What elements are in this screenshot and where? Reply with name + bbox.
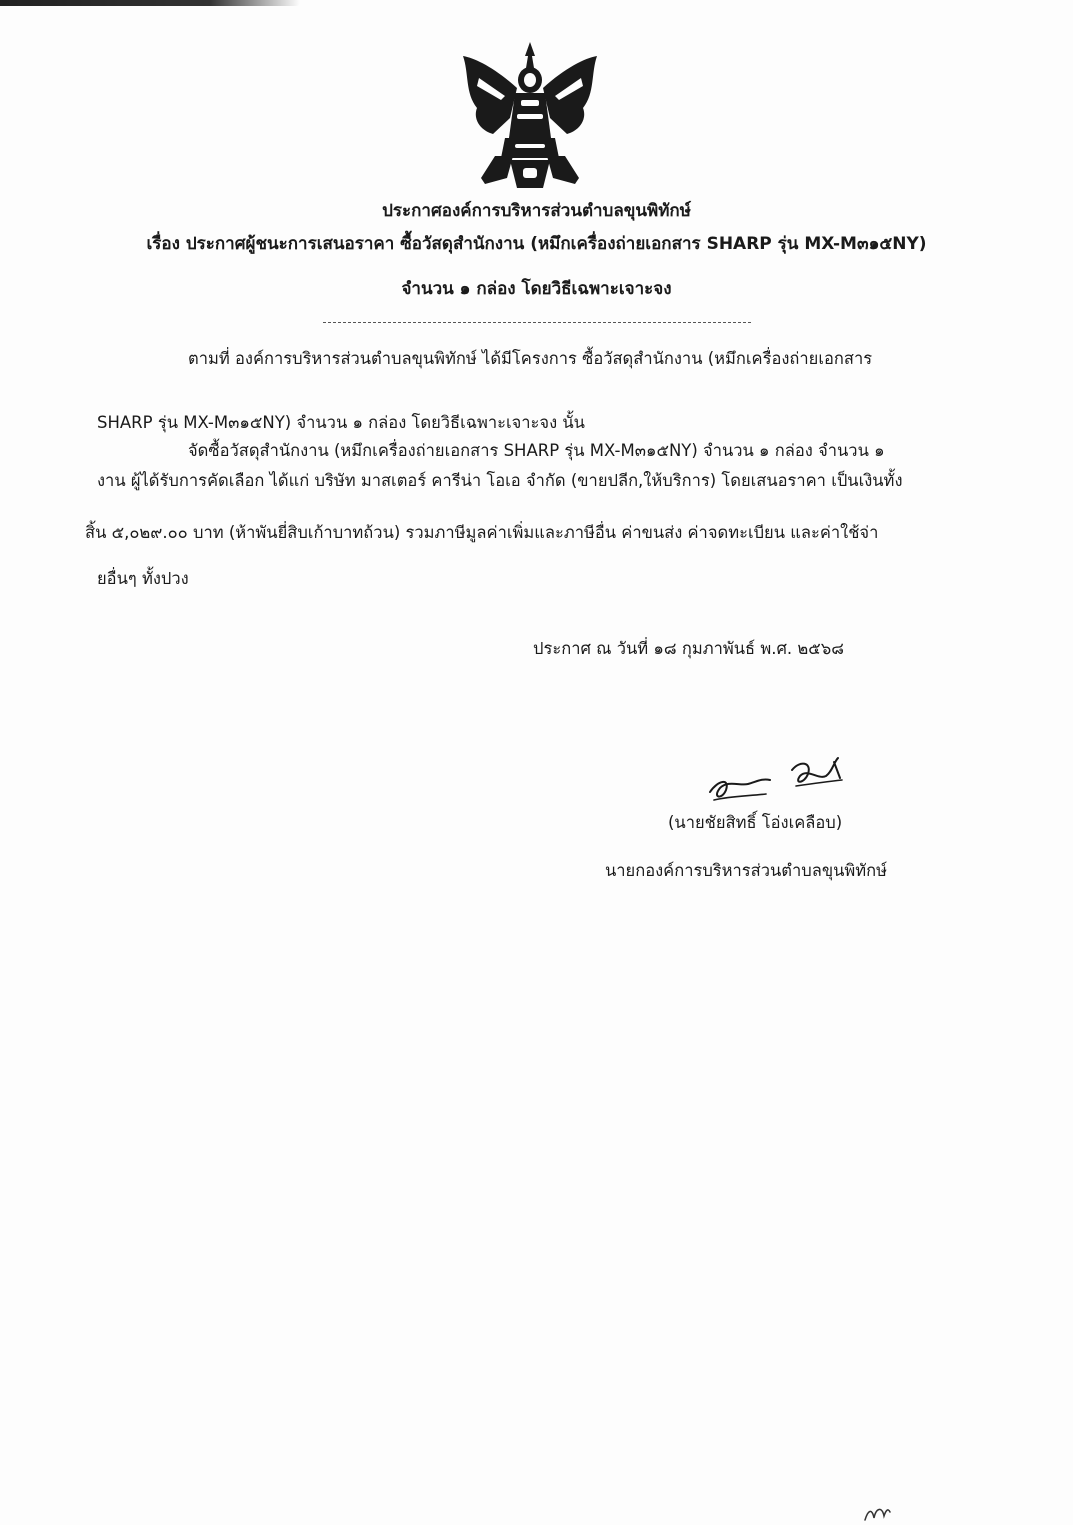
heading-quantity: จำนวน ๑ กล่อง โดยวิธีเฉพาะเจาะจง (401, 279, 672, 299)
announce-date: ประกาศ ณ วันที่ ๑๘ กุมภาพันธ์ พ.ศ. ๒๕๖๘ (533, 639, 844, 658)
body-line-6: ยอื่นๆ ทั้งปวง (97, 569, 189, 588)
handwritten-signature (700, 750, 860, 810)
heading-title: ประกาศองค์การบริหารส่วนตำบลขุนพิทักษ์ (382, 201, 691, 221)
body-line-3: จัดซื้อวัสดุสำนักงาน (หมึกเครื่องถ่ายเอกสาร SHARP รุ่น MX-M๓๑๕NY) จำนวน ๑ กล่อง จำนวน ๑ (188, 441, 885, 460)
body-line-2: SHARP รุ่น MX-M๓๑๕NY) จำนวน ๑ กล่อง โดยวิธีเฉพาะเจาะจง นั้น (97, 413, 585, 432)
body-line-4: งาน ผู้ได้รับการคัดเลือก ได้แก่ บริษัท มาสเตอร์ คารีน่า โอเอ จำกัด (ขายปลีก,ให้บริการ) โดยเสนอราคา เป็นเงินทั้ง (97, 471, 903, 490)
garuda-emblem-icon (455, 38, 605, 198)
body-line-5: สิ้น ๕,๐๒๙.๐๐ บาท (ห้าพันยี่สิบเก้าบาทถ้วน) รวมภาษีมูลค่าเพิ่มและภาษีอื่น ค่าขนส่ง ค่าจดทะเบียน และค่าใช้จ่า (85, 523, 879, 542)
separator-line (323, 322, 751, 323)
body-line-1: ตามที่ องค์การบริหารส่วนตำบลขุนพิทักษ์ ได้มีโครงการ ซื้อวัสดุสำนักงาน (หมึกเครื่องถ่ายเอกสาร (188, 349, 873, 368)
handwritten-mark (862, 1502, 892, 1522)
signer-title: นายกองค์การบริหารส่วนตำบลขุนพิทักษ์ (605, 861, 888, 880)
heading-subject: เรื่อง ประกาศผู้ชนะการเสนอราคา ซื้อวัสดุสำนักงาน (หมึกเครื่องถ่ายเอกสาร SHARP รุ่น MX-M๓๑๕NY) (146, 234, 927, 254)
signer-name: (นายชัยสิทธิ์ โอ่งเคลือบ) (668, 813, 843, 832)
scan-edge-smudge (0, 0, 300, 6)
